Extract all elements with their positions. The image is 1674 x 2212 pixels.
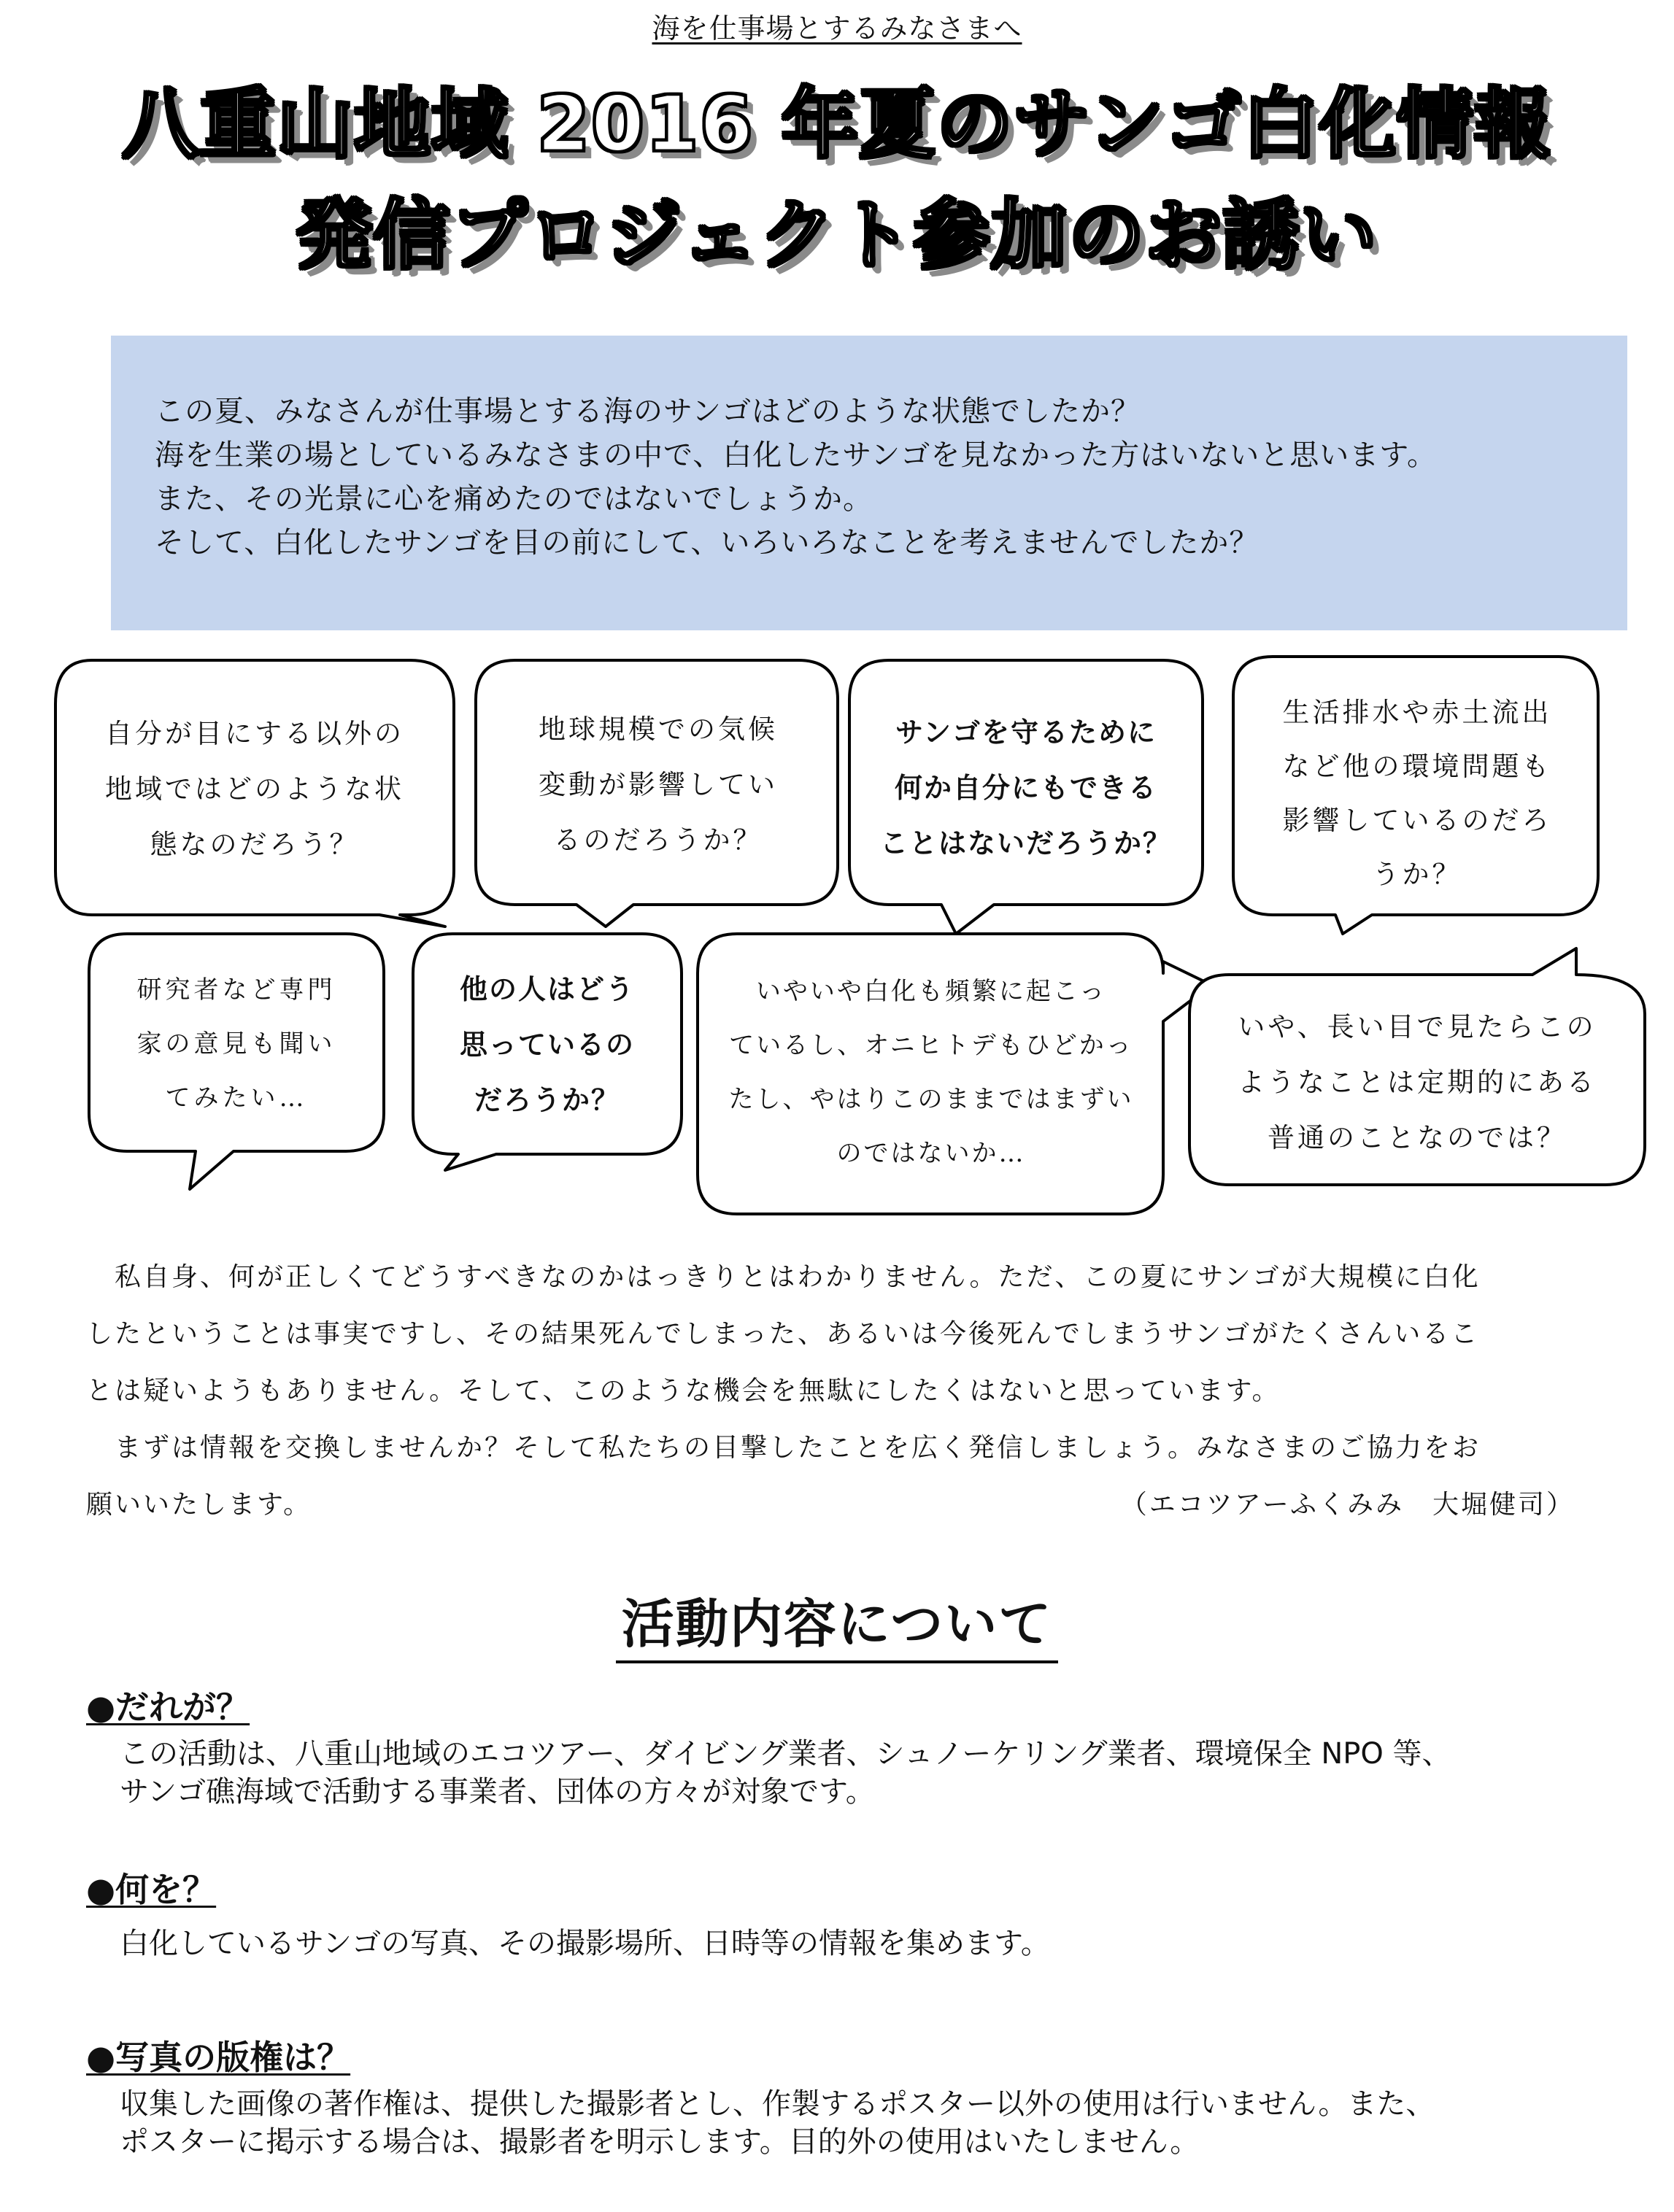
- section-what-heading: ●何を？: [86, 1870, 217, 1909]
- headline-line-1: 八重山地域 2016 年夏のサンゴ白化情報: [122, 80, 1552, 169]
- speech-bubble-2-line-2: 変動が影響してい: [539, 769, 778, 800]
- page-caption: 海を仕事場とするみなさまへ: [652, 12, 1022, 45]
- section-copyright-line-2: ポスターに掲示する場合は、撮影者を明示します。目的外の使用はいたしません。: [120, 2125, 1200, 2159]
- body-paragraph: [86, 1249, 1575, 1534]
- section-copyright-line-1: 収集した画像の著作権は、提供した撮影者とし、作製するポスター以外の使用は行いません。また、: [120, 2087, 1435, 2121]
- speech-bubble-5: [93, 963, 379, 1125]
- speech-bubble-2-line-1: 地球規模での気候: [539, 714, 778, 745]
- speech-bubble-8: [1197, 999, 1638, 1166]
- speech-bubble-5-line-2: 家の意見も聞い: [136, 1029, 336, 1059]
- speech-bubble-6-line-2: 思っているの: [459, 1029, 635, 1061]
- speech-bubble-3-line-1: サンゴを守るために: [895, 716, 1157, 749]
- body-line-5: 願いいたします。: [86, 1490, 312, 1520]
- section-what-line-1: 白化しているサンゴの写真、その撮影場所、日時等の情報を集めます。: [120, 1927, 1050, 1960]
- speech-bubble-3-line-2: 何か自分にもできる: [894, 772, 1157, 804]
- speech-bubble-4-line-1: 生活排水や赤土流出: [1282, 697, 1552, 728]
- section-copyright-body: [120, 2085, 1435, 2161]
- intro-line-3: また、その光景に心を痛めたのではないでしょうか。: [155, 482, 873, 516]
- speech-bubble-2-line-3: るのだろうか？: [553, 824, 763, 856]
- section-who-line-2: サンゴ礁海域で活動する事業者、団体の方々が対象です。: [120, 1775, 875, 1809]
- signature: （エコツアーふくみみ 大堀健司）: [1120, 1490, 1575, 1520]
- section-what-body: [120, 1925, 1050, 1962]
- speech-bubble-7-line-2: ているし、オニヒトデもひどかっ: [729, 1031, 1133, 1060]
- intro-line-4: そして、白化したサンゴを目の前にして、いろいろなことを考えませんでしたか？: [155, 526, 1260, 560]
- speech-bubble-6-line-3: だろうか？: [474, 1084, 620, 1116]
- headline-line-2: 発信プロジェクト参加のお誘い: [296, 190, 1378, 279]
- speech-bubble-5-line-3: てみたい…: [165, 1083, 308, 1113]
- speech-bubble-8-line-2: ようなことは定期的にある: [1238, 1067, 1597, 1098]
- speech-bubble-1-line-2: 地域ではどのような状: [105, 773, 404, 805]
- speech-bubble-8-line-3: 普通のことなのでは？: [1268, 1122, 1567, 1153]
- speech-bubble-1: [70, 706, 439, 873]
- speech-bubble-7-line-4: のではないか…: [836, 1139, 1026, 1168]
- section-who-heading: ●だれが？: [86, 1687, 250, 1727]
- speech-bubble-6-line-1: 他の人はどう: [459, 973, 635, 1005]
- speech-bubble-2: [485, 702, 832, 868]
- speech-bubble-3-line-3: ことはないだろうか？: [879, 827, 1172, 859]
- body-line-4: まずは情報を交換しませんか？そして私たちの目撃したことを広く発信しましょう。みなさまのご協力をお: [86, 1433, 1481, 1463]
- section-who-line-1: この活動は、八重山地域のエコツアー、ダイビング業者、シュノーケリング業者、環境保全 NPO 等、: [120, 1737, 1451, 1771]
- speech-bubble-4: [1241, 686, 1594, 902]
- speech-bubble-3: [855, 705, 1197, 871]
- speech-bubble-7-line-1: いやいや白化も頻繁に起こっ: [755, 977, 1107, 1006]
- speech-bubble-4-line-3: 影響しているのだろ: [1282, 805, 1552, 836]
- speech-bubble-7: [705, 964, 1157, 1180]
- speech-bubble-7-line-3: たし、やはりこのままではまずい: [728, 1085, 1134, 1114]
- body-line-1: 私自身、何が正しくてどうすべきなのかはっきりとはわかりません。ただ、この夏にサンゴが大規模に白化: [86, 1262, 1481, 1292]
- speech-bubble-5-line-1: 研究者など専門: [136, 975, 336, 1005]
- section-who-body: [120, 1735, 1451, 1811]
- activity-title-wrap: [0, 1588, 1674, 1663]
- body-line-2: したということは事実ですし、その結果死んでしまった、あるいは今後死んでしまうサンゴがたくさんいるこ: [86, 1319, 1480, 1349]
- speech-bubble-4-line-2: など他の環境問題も: [1282, 751, 1552, 782]
- activity-title: 活動内容について: [616, 1588, 1059, 1663]
- body-line-3: とは疑いようもありません。そして、このような機会を無駄にしたくはないと思っています。: [86, 1376, 1281, 1406]
- intro-line-1: この夏、みなさんが仕事場とする海のサンゴはどのような状態でしたか？: [155, 395, 1141, 428]
- section-copyright-heading: ●写真の版権は？: [86, 2038, 351, 2077]
- intro-line-2: 海を生業の場としているみなさまの中で、白化したサンゴを見なかった方はいないと思います。: [155, 438, 1437, 472]
- speech-bubble-1-line-3: 態なのだろう？: [150, 829, 360, 860]
- speech-bubble-8-line-1: いや、長い目で見たらこの: [1238, 1011, 1597, 1043]
- speech-bubble-1-line-1: 自分が目にする以外の: [105, 718, 404, 749]
- speech-bubble-6: [417, 962, 677, 1128]
- speech-bubble-4-line-4: うか？: [1372, 859, 1462, 890]
